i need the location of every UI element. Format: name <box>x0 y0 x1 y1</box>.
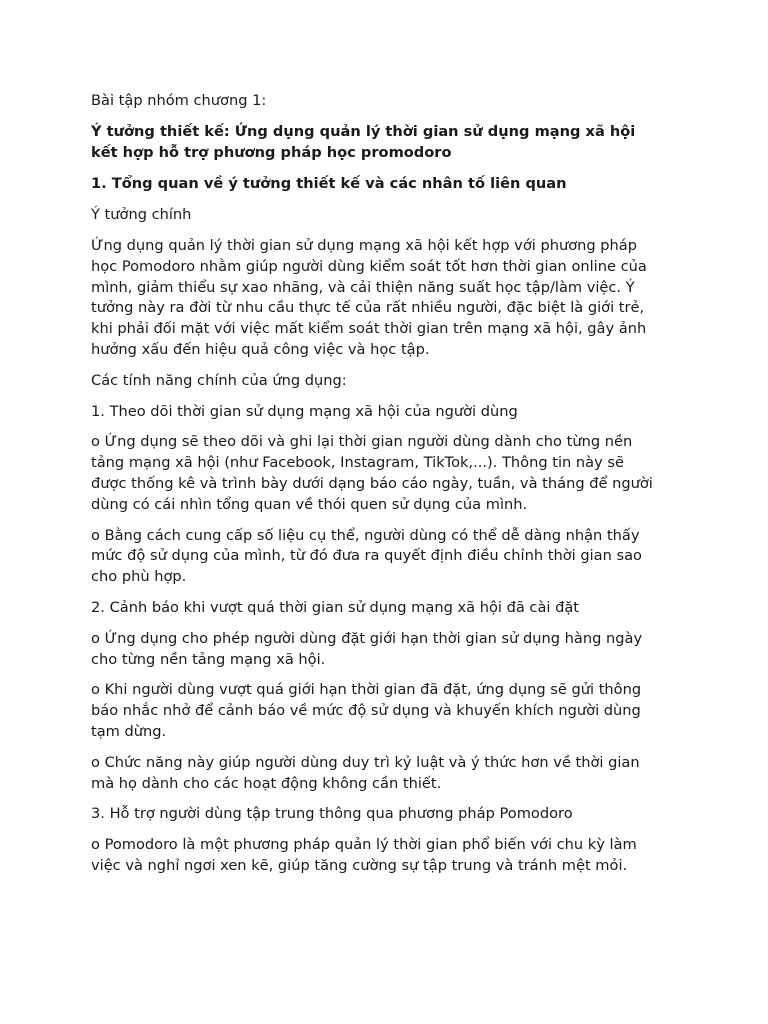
main-idea-label: Ý tưởng chính <box>91 206 192 224</box>
feature-2-point-c: o Chức năng này giúp người dùng duy trì kỷ luật và ý thức hơn về thời gian mà họ dành cho các hoạt động không cần thiết. <box>91 753 640 792</box>
feature-1-point-a: o Ứng dụng sẽ theo dõi và ghi lại thời gian người dùng dành cho từng nền tảng mạng xã hội (như Facebook, Instagram, TikTok,...). Thông tin này sẽ được thống kê và trình bày dưới dạng báo cáo ngày, tuần, và tháng để người dùng có cái nhìn tổng quan về thói quen sử dụng của mình. <box>91 433 653 513</box>
document-title: Ý tưởng thiết kế: Ứng dụng quản lý thời gian sử dụng mạng xã hội kết hợp hỗ trợ phương pháp học promodoro <box>91 122 636 161</box>
feature-3-point-a: o Pomodoro là một phương pháp quản lý thời gian phổ biến với chu kỳ làm việc và nghỉ ngơi xen kẽ, giúp tăng cường sự tập trung và tránh mệt mỏi. <box>91 836 637 874</box>
feature-2-point-a: o Ứng dụng cho phép người dùng đặt giới hạn thời gian sử dụng hàng ngày cho từng nền tảng mạng xã hội. <box>91 629 643 668</box>
feature-2-title: 2. Cảnh báo khi vượt quá thời gian sử dụng mạng xã hội đã cài đặt <box>91 598 580 616</box>
section-heading-1: 1. Tổng quan về ý tưởng thiết kế và các nhân tố liên quan <box>91 175 567 193</box>
feature-2-point-b: o Khi người dùng vượt quá giới hạn thời gian đã đặt, ứng dụng sẽ gửi thông báo nhắc nhở để cảnh báo về mức độ sử dụng và khuyến khích người dùng tạm dừng. <box>91 681 642 740</box>
features-label: Các tính năng chính của ứng dụng: <box>91 371 347 389</box>
feature-1-point-b: o Bằng cách cung cấp số liệu cụ thể, người dùng có thể dễ dàng nhận thấy mức độ sử dụng của mình, từ đó đưa ra quyết định điều chỉnh thời gian sao cho phù hợp. <box>91 526 642 586</box>
assignment-heading: Bài tập nhóm chương 1: <box>91 92 267 109</box>
feature-1-title: 1. Theo dõi thời gian sử dụng mạng xã hội của người dùng <box>91 402 518 420</box>
main-idea-paragraph: Ứng dụng quản lý thời gian sử dụng mạng xã hội kết hợp với phương pháp học Pomodoro nhằm giúp người dùng kiểm soát tốt hơn thời gian online của mình, giảm thiểu sự xao nhãng, và cải thiện năng suất học tập/làm việc. Ý tưởng này ra đời từ nhu cầu thực tế của rất nhiều người, đặc biệt là giới trẻ, khi phải đối mặt với việc mất kiểm soát thời gian trên mạng xã hội, gây ảnh hưởng xấu đến hiệu quả công việc và học tập. <box>91 236 647 358</box>
feature-3-title: 3. Hỗ trợ người dùng tập trung thông qua phương pháp Pomodoro <box>91 805 573 823</box>
document-page <box>91 91 679 887</box>
